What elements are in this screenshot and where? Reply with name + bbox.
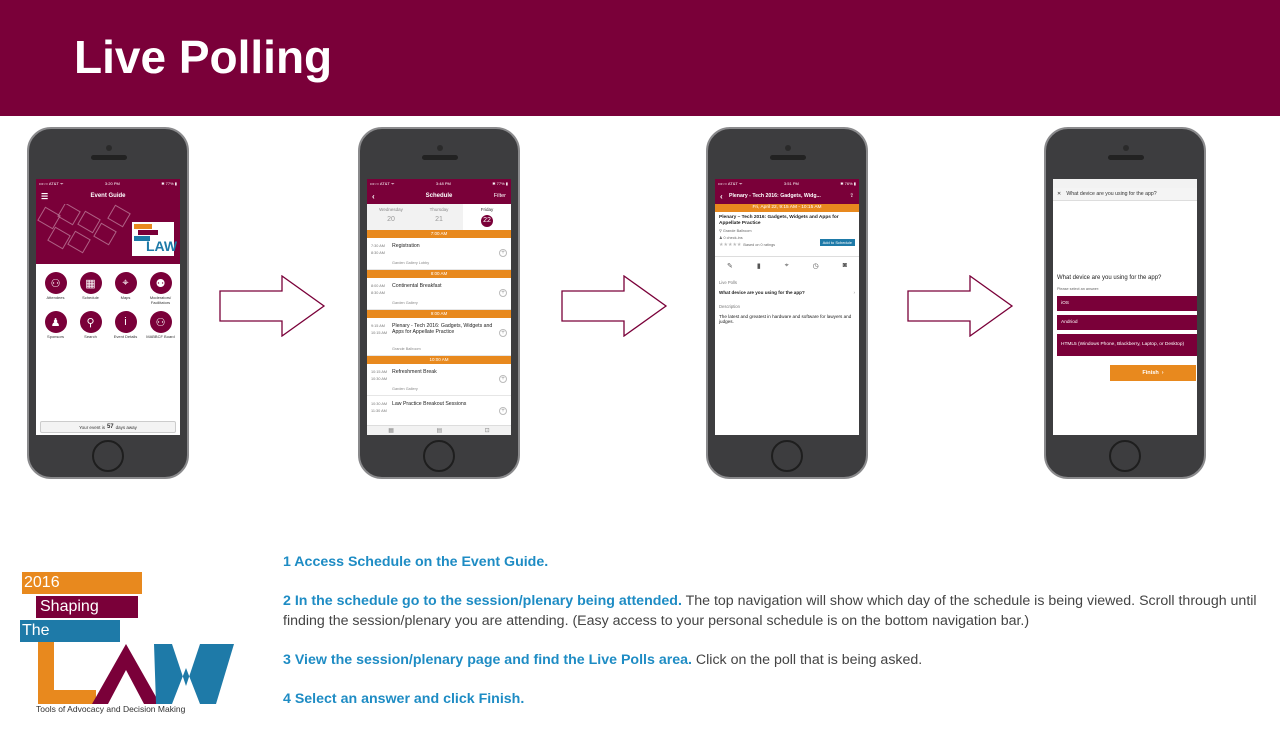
session-row[interactable] — [367, 318, 511, 356]
logo-shaping-band — [36, 596, 138, 618]
nav-title: Plenary - Tech 2016: Gadgets, Widg... — [729, 193, 821, 199]
camera — [106, 145, 112, 151]
event-banner — [36, 204, 180, 264]
session-location: Grande Ballroom — [392, 347, 421, 351]
ratings-text: Based on 0 ratings — [743, 243, 776, 247]
feature-label: Search — [84, 334, 97, 339]
description-text: The latest and greatest in hardware and software for lawyers and judges. — [715, 311, 859, 327]
day-tab[interactable] — [415, 204, 463, 230]
home-button[interactable] — [92, 440, 124, 472]
logo-tagline: Tools of Advocacy and Decision Making — [36, 704, 186, 714]
session-row[interactable] — [367, 238, 511, 270]
home-button[interactable] — [423, 440, 455, 472]
board-icon: ⚇ — [150, 311, 172, 333]
speaker — [1108, 155, 1144, 160]
logo-the: The — [22, 622, 50, 639]
arrow-right-icon — [906, 275, 1016, 337]
hexagon-decoration — [37, 207, 61, 230]
phone-session-detail — [706, 127, 868, 479]
calendar-icon[interactable]: ▦ — [388, 428, 394, 434]
start-time: 10:30 AM — [371, 402, 388, 406]
battery-text: ✱ 77% ▮ — [161, 181, 177, 186]
session-times — [371, 369, 387, 383]
instruction-step — [283, 592, 1268, 631]
status-bar — [36, 179, 180, 188]
day-name: Thursday — [429, 207, 449, 212]
arrow-right-icon — [560, 275, 670, 337]
pencil-icon[interactable]: ✎ — [726, 262, 733, 270]
time-header: 9:00 AM — [367, 310, 511, 318]
speaker — [770, 155, 806, 160]
home-button[interactable] — [771, 440, 803, 472]
start-time: 8:00 AM — [371, 284, 385, 288]
hexagon-decoration — [67, 231, 91, 254]
feature-label: Maps — [120, 295, 131, 300]
step-heading: 2 In the schedule go to the session/plenary being attended. — [283, 593, 682, 609]
add-icon[interactable]: + — [499, 407, 507, 415]
page-title: Live Polling — [74, 31, 333, 83]
session-location: Garden Gallery — [392, 387, 418, 391]
add-to-schedule-button[interactable]: Add to Schedule — [820, 239, 855, 246]
end-time: 8:30 AM — [371, 291, 385, 295]
step-text: The top navigation will show which day of the schedule is being viewed. Scroll through until finding the session/plenary you are attending. (Easy access to your personal schedule is on the bottom navigation bar.) — [283, 593, 1257, 629]
poll-instruction: Please select an answer: — [1057, 287, 1100, 291]
end-time: 10:15 AM — [371, 331, 388, 335]
instructions — [283, 553, 1268, 729]
feature-sponsors[interactable] — [38, 311, 73, 344]
session-times — [371, 323, 387, 337]
location-text: Grande Ballroom — [722, 229, 752, 233]
poll-header-title: What device are you using for the app? — [1066, 191, 1157, 197]
phone-screen — [715, 179, 859, 435]
session-times — [371, 283, 385, 297]
poll-option-html5[interactable]: HTML5 (Windows Phone, Blackberry, Laptop, or Desktop) — [1057, 334, 1197, 356]
step-heading: 3 View the session/plenary page and find the Live Polls area. — [283, 651, 692, 668]
battery-text: ✱ 76% ▮ — [840, 181, 856, 186]
time-header: 7:00 AM — [367, 230, 511, 238]
countdown-suffix: days away — [115, 424, 137, 430]
instruction-step — [283, 690, 1268, 710]
day-number: 21 — [435, 216, 443, 223]
header-bar — [0, 0, 1280, 116]
feature-label: MABBCF Board — [146, 334, 175, 339]
step-heading: 1 Access Schedule on the Event Guide. — [283, 554, 549, 570]
logo-bar-maroon — [138, 230, 158, 235]
menu-icon[interactable]: ☰ — [41, 191, 49, 201]
people-icon: ⚇ — [45, 272, 67, 294]
instruction-step — [283, 553, 1268, 573]
session-location: Garden Gallery — [392, 301, 418, 305]
step-text: Click on the poll that is being asked. — [691, 651, 923, 668]
add-icon[interactable]: + — [499, 329, 507, 337]
countdown-banner — [40, 421, 176, 433]
arrow-right-icon — [218, 275, 328, 337]
hexagon-decoration — [47, 227, 71, 250]
day-selector — [367, 204, 511, 230]
map-pin-icon[interactable]: ⌖ — [784, 261, 789, 269]
map-icon: ⌖ — [115, 272, 137, 294]
camera — [437, 145, 443, 151]
add-icon[interactable]: + — [499, 289, 507, 297]
live-polls-label: Live Polls — [719, 280, 737, 285]
hexagon-decoration — [107, 205, 131, 228]
logo-year-band — [22, 572, 142, 594]
clock-icon[interactable]: ◷ — [812, 262, 819, 270]
speaker — [422, 155, 458, 160]
sponsors-icon: ♟ — [45, 311, 67, 333]
battery-text: ✱ 77% ▮ — [492, 181, 508, 186]
phone-screen — [1053, 179, 1197, 435]
status-bar — [1053, 179, 1197, 188]
add-icon[interactable]: + — [499, 249, 507, 257]
back-icon[interactable]: ‹ — [720, 191, 723, 201]
carrier-text: •••○○ AT&T ᯤ — [39, 181, 64, 186]
nav-title: Schedule — [425, 193, 453, 199]
session-times — [371, 401, 387, 415]
inbox-icon[interactable]: ⊡ — [484, 428, 490, 434]
instruction-step — [283, 651, 1268, 671]
feature-map[interactable] — [108, 272, 143, 305]
feature-label: Attendees — [46, 295, 65, 300]
nav-bar — [715, 188, 859, 204]
camera-icon[interactable]: ◙ — [842, 262, 847, 269]
back-icon[interactable]: ‹ — [372, 191, 375, 201]
carrier-text: •••○○ AT&T ᯤ — [370, 181, 395, 186]
carrier-text: •••○○ AT&T ᯤ — [718, 181, 743, 186]
session-title: Plenary – Tech 2016: Gadgets, Widgets and Apps for Appellate Practice — [719, 215, 839, 226]
countdown-prefix: Your event is — [79, 424, 105, 430]
session-title: Law Practice Breakout Sessions — [392, 401, 467, 407]
logo-bar-orange — [134, 224, 152, 229]
calendar-icon: ▦ — [80, 272, 102, 294]
session-date: Fri, April 22, 9:15 AM - 10:15 AM — [715, 204, 859, 212]
day-number: 20 — [387, 216, 395, 223]
clock-text: 3:51 PM — [783, 181, 799, 186]
day-tab[interactable] — [367, 204, 415, 230]
feature-label: Schedule — [82, 295, 99, 300]
share-icon[interactable]: ⇪ — [849, 193, 854, 199]
end-time: 10:30 AM — [371, 377, 388, 381]
poll-header — [1053, 188, 1197, 201]
feature-moderators[interactable] — [143, 272, 178, 305]
session-times — [371, 243, 385, 257]
poll-question-text: What device are you using for the app? — [719, 290, 805, 295]
day-name: Wednesday — [379, 207, 403, 212]
phone-screen — [367, 179, 511, 435]
start-time: 9:15 AM — [371, 324, 385, 328]
session-row[interactable] — [367, 278, 511, 310]
poll-option-android[interactable]: Andriod — [1057, 315, 1197, 330]
phone-poll — [1044, 127, 1206, 479]
moderators-icon: ⚉ — [150, 272, 172, 294]
description-label: Description — [719, 304, 740, 309]
session-title: Registration — [392, 243, 420, 249]
session-title: Plenary - Tech 2016: Gadgets, Widgets and Apps for Appellate Practice — [392, 323, 493, 335]
feature-calendar[interactable] — [73, 272, 108, 305]
feature-label: Event Details — [113, 334, 138, 339]
phone-screen — [36, 179, 180, 435]
status-bar — [367, 179, 511, 188]
mini-logo — [132, 222, 178, 256]
logo-year: 2016 — [24, 574, 60, 591]
logo-law-graphic — [34, 640, 240, 708]
day-tab[interactable] — [463, 204, 511, 230]
logo-the-band — [20, 620, 120, 642]
nav-bar — [36, 188, 180, 204]
my-schedule-icon[interactable]: ▤ — [436, 428, 443, 434]
feature-info[interactable] — [108, 311, 143, 344]
camera — [1123, 145, 1129, 151]
countdown-days: 57 — [106, 424, 114, 430]
feature-board[interactable] — [143, 311, 178, 344]
day-number: 22 — [481, 215, 493, 227]
session-title: Continental Breakfast — [392, 283, 442, 289]
session-location — [719, 228, 855, 233]
session-location: Garden Gallery Lobby — [392, 261, 430, 265]
poll-question: What device are you using for the app? — [1057, 275, 1162, 281]
end-time: 8:30 AM — [371, 251, 385, 255]
finish-label: Finish — [1142, 370, 1159, 376]
live-poll-item[interactable] — [715, 287, 859, 298]
speaker — [91, 155, 127, 160]
status-bar — [715, 179, 859, 188]
logo-shaping: Shaping — [40, 598, 99, 615]
checkins-text: 0 check-ins — [723, 236, 743, 240]
nav-title: Event Guide — [90, 193, 126, 199]
location-pin-icon: ⚲ — [719, 229, 723, 233]
action-row — [715, 256, 859, 274]
person-icon: ♟ — [719, 236, 724, 240]
camera — [785, 145, 791, 151]
add-icon[interactable]: + — [499, 375, 507, 383]
clock-text: 3:20 PM — [104, 181, 120, 186]
feature-label: Sponsors — [47, 334, 64, 339]
session-title: Refreshment Break — [392, 369, 437, 375]
phone-schedule — [358, 127, 520, 479]
phone-event-guide — [27, 127, 189, 479]
feature-people[interactable] — [38, 272, 73, 305]
session-row[interactable] — [367, 396, 511, 428]
filter-button[interactable]: Filter — [493, 193, 506, 199]
clock-text: 3:48 PM — [435, 181, 451, 186]
step-heading: 4 Select an answer and click Finish. — [283, 690, 525, 707]
bookmark-icon[interactable]: ▮ — [756, 262, 761, 270]
day-name: Friday — [480, 207, 494, 212]
rating-stars[interactable]: ★★★★★ Based on 0 ratings — [719, 242, 776, 248]
feature-search[interactable] — [73, 311, 108, 344]
feature-label: Moderators/ Facilitators — [149, 295, 172, 305]
end-time: 11:30 AM — [371, 409, 387, 413]
shaping-the-law-logo — [20, 570, 240, 718]
feature-grid — [36, 264, 180, 344]
nav-bar — [367, 188, 511, 204]
info-icon: i — [115, 311, 137, 333]
start-time: 7:30 AM — [371, 244, 385, 248]
chevron-right-icon: › — [1161, 370, 1164, 376]
chevron-right-icon: › — [853, 290, 855, 295]
home-button[interactable] — [1109, 440, 1141, 472]
poll-option-ios[interactable]: iOS — [1057, 296, 1197, 311]
start-time: 10:15 AM — [371, 370, 388, 374]
search-icon: ⚲ — [80, 311, 102, 333]
session-card — [715, 212, 859, 254]
schedule-list — [367, 230, 511, 428]
finish-button[interactable] — [1110, 365, 1196, 381]
time-header: 10:00 AM — [367, 356, 511, 364]
session-row[interactable] — [367, 364, 511, 396]
close-icon[interactable]: ✕ — [1057, 191, 1062, 197]
logo-law-text: LAW — [146, 238, 178, 254]
bottom-tab-bar — [367, 425, 511, 435]
time-header: 8:00 AM — [367, 270, 511, 278]
